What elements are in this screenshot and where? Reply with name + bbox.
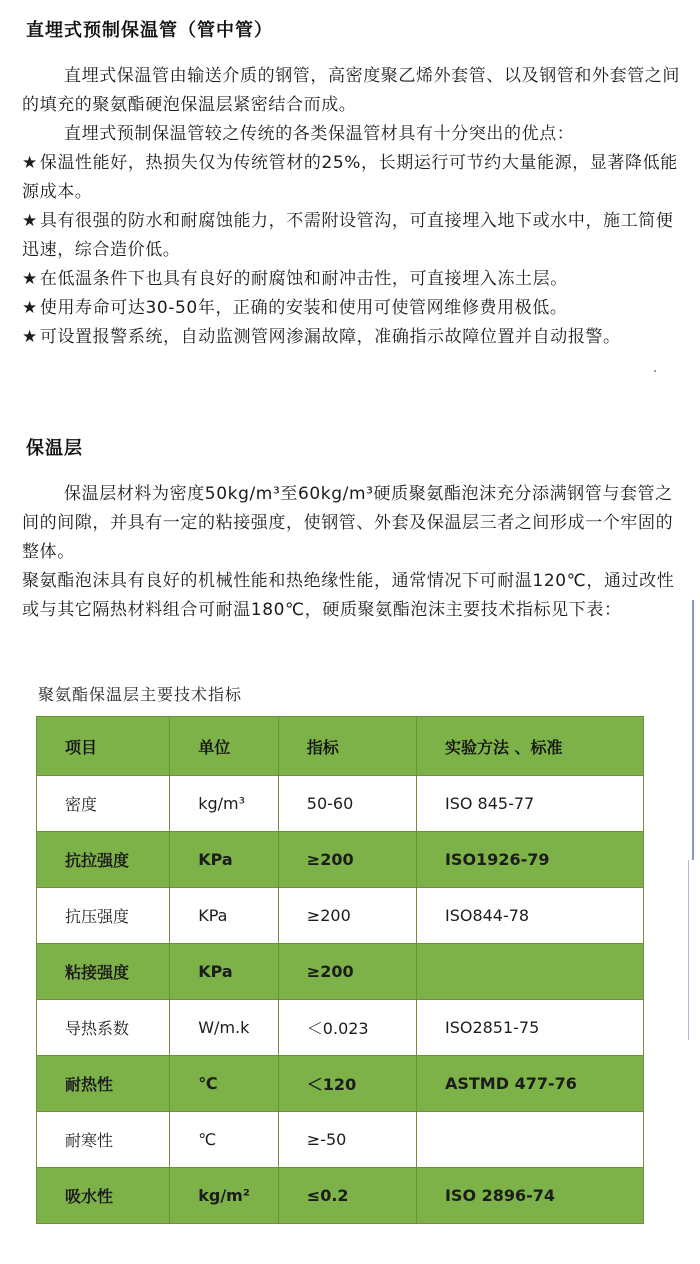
cell-method: ISO 2896-74 (416, 1168, 643, 1224)
cell-unit: ℃ (170, 1112, 279, 1168)
table-row (37, 1112, 644, 1168)
cell-item: 耐寒性 (37, 1112, 170, 1168)
section-title-pipe: 直埋式预制保温管（管中管） (26, 20, 273, 41)
cell-value: ＜120 (278, 1056, 416, 1112)
cell-item: 抗压强度 (37, 888, 170, 944)
header-item: 项目 (37, 717, 170, 776)
header-unit: 单位 (170, 717, 279, 776)
cell-unit: KPa (170, 944, 279, 1000)
header-value: 指标 (278, 717, 416, 776)
cell-method (416, 944, 643, 1000)
cell-unit: kg/m³ (170, 776, 279, 832)
insulation-description (22, 480, 680, 625)
bullet-item: ★ 可设置报警系统，自动监测管网渗漏故障，准确指示故障位置并自动报警。 (22, 323, 680, 352)
insulation-paragraph-2: 聚氨酯泡沫具有良好的机械性能和热绝缘性能，通常情况下可耐温120℃，通过改性或与其它隔热材料组合可耐温180℃，硬质聚氨酯泡沫主要技术指标见下表： (22, 571, 675, 620)
spec-table (36, 716, 644, 1224)
bullet-item: ★ 具有很强的防水和耐腐蚀能力，不需附设管沟，可直接埋入地下或水中，施工简便迅速，综合造价低。 (22, 207, 680, 265)
intro-paragraph: 直埋式保温管由输送介质的钢管，高密度聚乙烯外套管、以及钢管和外套管之间的填充的聚氨酯硬泡保温层紧密结合而成。 (22, 66, 680, 115)
scan-dot (654, 370, 656, 372)
cell-method (416, 1112, 643, 1168)
cell-method: ISO2851-75 (416, 1000, 643, 1056)
table-header-row (37, 717, 644, 776)
cell-item: 吸水性 (37, 1168, 170, 1224)
advantages-intro: 直埋式预制保温管较之传统的各类保温管材具有十分突出的优点： (64, 124, 575, 144)
cell-item: 导热系数 (37, 1000, 170, 1056)
header-method: 实验方法 、标准 (416, 717, 643, 776)
insulation-paragraph-1: 保温层材料为密度50kg/m³至60kg/m³硬质聚氨酯泡沫充分添满钢管与套管之间的间隙，并具有一定的粘接强度，使钢管、外套及保温层三者之间形成一个牢固的整体。 (22, 484, 674, 562)
table-row (37, 1056, 644, 1112)
cell-item: 粘接强度 (37, 944, 170, 1000)
cell-unit: KPa (170, 888, 279, 944)
cell-item: 密度 (37, 776, 170, 832)
cell-value: ≤0.2 (278, 1168, 416, 1224)
cell-value: 50-60 (278, 776, 416, 832)
table-row (37, 1168, 644, 1224)
cell-value: ≥200 (278, 832, 416, 888)
scan-edge-line (688, 860, 689, 1040)
cell-method: ISO844-78 (416, 888, 643, 944)
cell-unit: kg/m² (170, 1168, 279, 1224)
bullet-item: ★ 保温性能好，热损失仅为传统管材的25%，长期运行可节约大量能源，显著降低能源成本。 (22, 149, 680, 207)
cell-unit: ℃ (170, 1056, 279, 1112)
table-row (37, 944, 644, 1000)
bullet-item: ★ 在低温条件下也具有良好的耐腐蚀和耐冲击性，可直接埋入冻土层。 (22, 265, 680, 294)
cell-value: ≥-50 (278, 1112, 416, 1168)
table-row (37, 888, 644, 944)
table-row (37, 776, 644, 832)
section-title-insulation: 保温层 (26, 438, 83, 459)
cell-item: 耐热性 (37, 1056, 170, 1112)
table-row (37, 1000, 644, 1056)
table-caption: 聚氨酯保温层主要技术指标 (38, 685, 243, 704)
cell-value: ≥200 (278, 944, 416, 1000)
table-row (37, 832, 644, 888)
cell-value: ≥200 (278, 888, 416, 944)
cell-item: 抗拉强度 (37, 832, 170, 888)
pipe-description (22, 62, 680, 352)
cell-method: ISO1926-79 (416, 832, 643, 888)
cell-method: ASTMD 477-76 (416, 1056, 643, 1112)
cell-unit: W/m.k (170, 1000, 279, 1056)
bullet-item: ★ 使用寿命可达30-50年，正确的安装和使用可使管网维修费用极低。 (22, 294, 680, 323)
cell-value: ＜0.023 (278, 1000, 416, 1056)
cell-method: ISO 845-77 (416, 776, 643, 832)
cell-unit: KPa (170, 832, 279, 888)
scan-edge-line (692, 600, 694, 860)
